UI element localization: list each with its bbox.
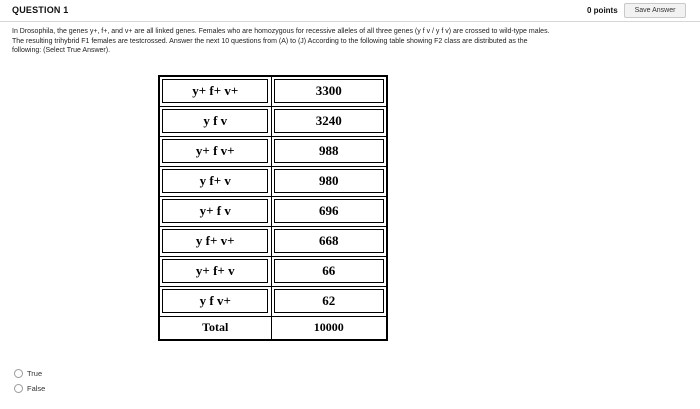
f2-distribution-table bbox=[158, 75, 388, 341]
answer-options bbox=[14, 366, 45, 396]
radio-button[interactable] bbox=[14, 369, 23, 378]
genotype-cell: y f v+ bbox=[159, 286, 271, 316]
question-title: QUESTION 1 bbox=[12, 5, 69, 15]
count-cell: 66 bbox=[271, 256, 387, 286]
count-cell: 3300 bbox=[271, 76, 387, 106]
option-true[interactable] bbox=[14, 366, 45, 380]
table-row bbox=[159, 166, 387, 196]
table-row bbox=[159, 196, 387, 226]
table-row bbox=[159, 76, 387, 106]
count-cell: 696 bbox=[271, 196, 387, 226]
genotype-cell: y f+ v bbox=[159, 166, 271, 196]
option-false[interactable] bbox=[14, 381, 45, 395]
total-label-cell: Total bbox=[159, 316, 271, 340]
genotype-cell: y+ f+ v+ bbox=[159, 76, 271, 106]
genotype-cell: y f+ v+ bbox=[159, 226, 271, 256]
count-cell: 668 bbox=[271, 226, 387, 256]
question-text: In Drosophila, the genes y+, f+, and v+ are all linked genes. Females who are homozygous for recessive alleles of all three genes (y f v / y f v) are crossed to wild-type males. The resulting trihybrid F1 females are testcrossed. Answer the next 10 questions from (A) to (J) According to the following table showing F2 class are distributed as the following: (Select True Answer). bbox=[12, 28, 550, 54]
table-row bbox=[159, 106, 387, 136]
question-header bbox=[0, 0, 700, 22]
total-value-cell: 10000 bbox=[271, 316, 387, 340]
genotype-cell: y+ f v bbox=[159, 196, 271, 226]
count-cell: 3240 bbox=[271, 106, 387, 136]
table-row bbox=[159, 226, 387, 256]
table-total-row bbox=[159, 316, 387, 340]
table-row bbox=[159, 286, 387, 316]
radio-button[interactable] bbox=[14, 384, 23, 393]
count-cell: 988 bbox=[271, 136, 387, 166]
option-label: True bbox=[27, 368, 43, 378]
genotype-cell: y f v bbox=[159, 106, 271, 136]
genotype-cell: y+ f+ v bbox=[159, 256, 271, 286]
save-answer-button[interactable]: Save Answer bbox=[624, 3, 686, 18]
option-label: False bbox=[27, 383, 46, 393]
question-points: 0 points bbox=[587, 6, 618, 15]
genotype-cell: y+ f v+ bbox=[159, 136, 271, 166]
count-cell: 980 bbox=[271, 166, 387, 196]
count-cell: 62 bbox=[271, 286, 387, 316]
table-row bbox=[159, 136, 387, 166]
table-row bbox=[159, 256, 387, 286]
